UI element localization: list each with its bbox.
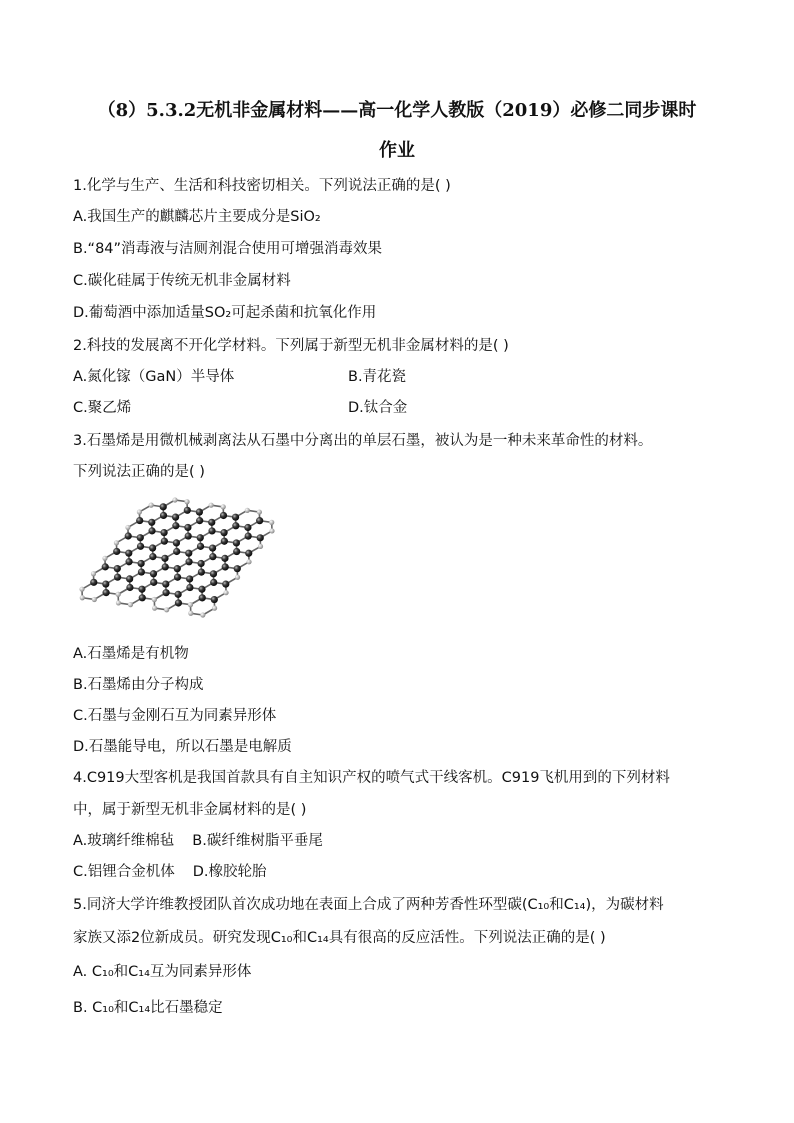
q3-option-c: C.石墨与金刚石互为同素异形体 bbox=[73, 708, 277, 724]
carbon-atom bbox=[174, 574, 181, 581]
carbon-atom bbox=[162, 563, 169, 570]
carbon-atom bbox=[90, 579, 97, 586]
q1-option-b: B.“84”消毒液与洁厕剂混合使用可增强消毒效果 bbox=[73, 241, 383, 257]
carbon-atom bbox=[198, 568, 205, 575]
carbon-atom bbox=[149, 553, 156, 560]
carbon-atom bbox=[175, 599, 182, 606]
q4-option-b: B.碳纤维树脂平垂尾 bbox=[192, 833, 323, 849]
carbon-atom bbox=[138, 560, 145, 567]
carbon-atom bbox=[211, 596, 218, 603]
hydrogen-atom bbox=[200, 612, 205, 617]
carbon-atom bbox=[198, 560, 205, 567]
carbon-atom bbox=[102, 580, 109, 587]
carbon-atom bbox=[138, 568, 145, 575]
q1-stem: 1.化学与生产、生活和科技密切相关。下列说法正确的是( ) bbox=[73, 178, 451, 194]
carbon-atom bbox=[102, 563, 109, 570]
carbon-atom bbox=[232, 514, 239, 521]
hydrogen-atom bbox=[125, 525, 130, 530]
hydrogen-atom bbox=[79, 587, 84, 592]
carbon-atom bbox=[160, 529, 167, 536]
carbon-atom bbox=[160, 503, 167, 510]
carbon-atom bbox=[137, 534, 144, 541]
carbon-atom bbox=[172, 522, 179, 529]
carbon-atom bbox=[233, 548, 240, 555]
carbon-atom bbox=[199, 594, 206, 601]
q3-stem-line2: 下列说法正确的是( ) bbox=[73, 464, 205, 480]
carbon-atom bbox=[244, 524, 251, 531]
hydrogen-atom bbox=[80, 595, 85, 600]
q4-stem-line2: 中，属于新型无机非金属材料的是( ) bbox=[73, 802, 307, 818]
hydrogen-atom bbox=[221, 504, 226, 509]
hydrogen-atom bbox=[152, 606, 157, 611]
q2-stem: 2.科技的发展离不开化学材料。下列属于新型无机非金属材料的是( ) bbox=[73, 338, 509, 354]
carbon-atom bbox=[137, 543, 144, 550]
carbon-atom bbox=[196, 508, 203, 515]
carbon-atom bbox=[173, 548, 180, 555]
q2-option-b: B.青花瓷 bbox=[348, 369, 407, 385]
q2-option-c: C.聚乙烯 bbox=[73, 400, 132, 416]
document-title-line1: （8）5.3.2无机非金属材料——高一化学人教版（2019）必修二同步课时 bbox=[97, 100, 697, 121]
carbon-atom bbox=[234, 565, 241, 572]
carbon-atom bbox=[113, 548, 120, 555]
carbon-atom bbox=[208, 527, 215, 534]
hydrogen-atom bbox=[269, 520, 274, 525]
carbon-atom bbox=[210, 579, 217, 586]
q2-option-a: A.氮化镓（GaN）半导体 bbox=[73, 369, 235, 385]
carbon-atom bbox=[184, 507, 191, 514]
hydrogen-atom bbox=[209, 503, 214, 508]
q5-stem-line2: 家族又添2位新成员。研究发现C₁₀和C₁₄具有很高的反应活性。下列说法正确的是( ) bbox=[73, 930, 606, 946]
carbon-atom bbox=[125, 532, 132, 539]
hydrogen-atom bbox=[245, 508, 250, 513]
carbon-atom bbox=[197, 534, 204, 541]
carbon-atom bbox=[139, 594, 146, 601]
graphene-structure-image bbox=[72, 490, 282, 625]
q4-stem-line1: 4.C919大型客机是我国首款具有自主知识产权的喷气式干线客机。C919飞机用到的下列材料 bbox=[73, 770, 670, 786]
carbon-atom bbox=[245, 532, 252, 539]
hydrogen-atom bbox=[258, 544, 263, 549]
q1-option-a: A.我国生产的麒麟芯片主要成分是SiO₂ bbox=[73, 209, 321, 225]
carbon-atom bbox=[197, 543, 204, 550]
carbon-atom bbox=[175, 591, 182, 598]
hydrogen-atom bbox=[102, 556, 107, 561]
carbon-atom bbox=[161, 538, 168, 545]
hydrogen-atom bbox=[184, 499, 189, 504]
carbon-atom bbox=[150, 579, 157, 586]
carbon-atom bbox=[257, 534, 264, 541]
hydrogen-atom bbox=[223, 590, 228, 595]
carbon-atom bbox=[126, 584, 133, 591]
hydrogen-atom bbox=[246, 559, 251, 564]
carbon-atom bbox=[220, 529, 227, 536]
carbon-atom bbox=[185, 550, 192, 557]
carbon-atom bbox=[174, 565, 181, 572]
carbon-atom bbox=[222, 563, 229, 570]
carbon-atom bbox=[162, 580, 169, 587]
q3-option-b: B.石墨烯由分子构成 bbox=[73, 677, 204, 693]
q3-option-a: A.石墨烯是有机物 bbox=[73, 646, 189, 662]
q3-option-d: D.石墨能导电，所以石墨是电解质 bbox=[73, 739, 292, 755]
carbon-atom bbox=[138, 586, 145, 593]
carbon-atom bbox=[160, 512, 167, 519]
q1-option-d: D.葡萄酒中添加适量SO₂可起杀菌和抗氧化作用 bbox=[73, 305, 377, 321]
carbon-atom bbox=[114, 565, 121, 572]
carbon-atom bbox=[198, 586, 205, 593]
carbon-atom bbox=[233, 539, 240, 546]
hydrogen-atom bbox=[137, 509, 142, 514]
q4-options-row2 bbox=[73, 862, 267, 882]
carbon-atom bbox=[114, 574, 121, 581]
carbon-atom bbox=[173, 539, 180, 546]
hydrogen-atom bbox=[149, 503, 154, 508]
q1-option-c: C.碳化硅属于传统无机非金属材料 bbox=[73, 273, 291, 289]
carbon-atom bbox=[221, 555, 228, 562]
carbon-atom bbox=[185, 532, 192, 539]
carbon-atom bbox=[196, 517, 203, 524]
carbon-atom bbox=[208, 519, 215, 526]
hydrogen-atom bbox=[128, 602, 133, 607]
hydrogen-atom bbox=[269, 528, 274, 533]
carbon-atom bbox=[103, 589, 110, 596]
carbon-atom bbox=[245, 550, 252, 557]
carbon-atom bbox=[220, 512, 227, 519]
carbon-atom bbox=[162, 589, 169, 596]
q5-option-b: B. C₁₀和C₁₄比石墨稳定 bbox=[73, 1000, 223, 1016]
carbon-atom bbox=[148, 527, 155, 534]
hydrogen-atom bbox=[92, 597, 97, 602]
q4-options-row1 bbox=[73, 831, 323, 851]
carbon-atom bbox=[256, 517, 263, 524]
hydrogen-atom bbox=[235, 575, 240, 580]
carbon-atom bbox=[172, 514, 179, 521]
hydrogen-atom bbox=[152, 597, 157, 602]
carbon-atom bbox=[125, 550, 132, 557]
carbon-atom bbox=[150, 570, 157, 577]
carbon-atom bbox=[148, 519, 155, 526]
hydrogen-atom bbox=[188, 602, 193, 607]
q5-option-a: A. C₁₀和C₁₄互为同素异形体 bbox=[73, 964, 252, 980]
carbon-atom bbox=[149, 544, 156, 551]
carbon-atom bbox=[209, 544, 216, 551]
carbon-atom bbox=[186, 584, 193, 591]
q3-stem-line1: 3.石墨烯是用微机械剥离法从石墨中分离出的单层石墨，被认为是一种未来革命性的材料。 bbox=[73, 433, 653, 449]
q4-option-d: D.橡胶轮胎 bbox=[192, 864, 267, 880]
q5-stem-line1: 5.同济大学许维教授团队首次成功地在表面上合成了两种芳香性环型碳(C₁₀和C₁₄)，为碳材料 bbox=[73, 897, 664, 913]
hydrogen-atom bbox=[257, 509, 262, 514]
carbon-atom bbox=[125, 558, 132, 565]
q2-option-d: D.钛合金 bbox=[348, 400, 408, 416]
hydrogen-atom bbox=[91, 571, 96, 576]
q4-option-a: A.玻璃纤维棉毡 bbox=[73, 833, 175, 849]
q4-option-c: C.铝锂合金机体 bbox=[73, 864, 175, 880]
carbon-atom bbox=[136, 517, 143, 524]
hydrogen-atom bbox=[188, 611, 193, 616]
carbon-atom bbox=[232, 522, 239, 529]
hydrogen-atom bbox=[114, 540, 119, 545]
carbon-atom bbox=[161, 555, 168, 562]
hydrogen-atom bbox=[116, 600, 121, 605]
hydrogen-atom bbox=[116, 592, 121, 597]
document-title-line2: 作业 bbox=[379, 140, 415, 161]
carbon-atom bbox=[186, 575, 193, 582]
hydrogen-atom bbox=[172, 497, 177, 502]
carbon-atom bbox=[185, 558, 192, 565]
carbon-atom bbox=[209, 553, 216, 560]
carbon-atom bbox=[126, 575, 133, 582]
carbon-atom bbox=[222, 581, 229, 588]
carbon-atom bbox=[210, 570, 217, 577]
carbon-atom bbox=[221, 538, 228, 545]
hydrogen-atom bbox=[212, 606, 217, 611]
carbon-atom bbox=[184, 524, 191, 531]
hydrogen-atom bbox=[164, 607, 169, 612]
